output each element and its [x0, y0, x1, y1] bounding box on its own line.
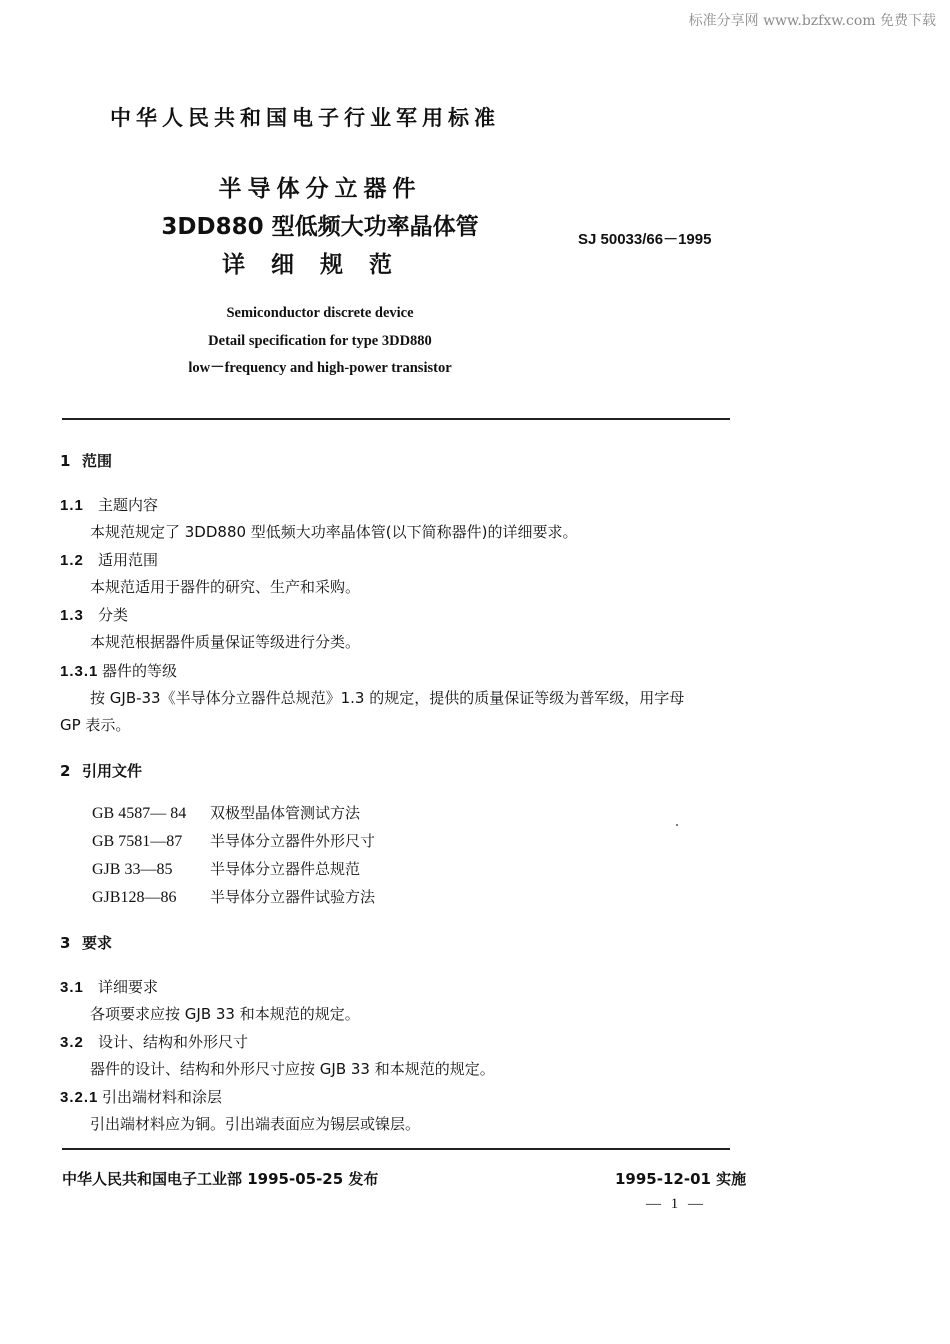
title-line-3: 详细规范: [222, 252, 418, 278]
section-number: 1: [60, 452, 71, 470]
section-1-3-text: 本规范根据器件质量保证等级进行分类。: [90, 633, 361, 651]
scan-speck: [676, 824, 678, 826]
section-title: 引用文件: [82, 762, 143, 780]
reference-title: 半导体分立器件外形尺寸: [210, 832, 376, 850]
section-3-2-1-heading: [60, 1086, 222, 1107]
standard-number: SJ 50033/66－1995: [578, 231, 712, 248]
section-title: 设计、结构和外形尺寸: [98, 1033, 249, 1051]
section-3-1-heading: [60, 976, 158, 997]
reference-code: GB 4587— 84: [92, 805, 187, 822]
section-number: 3.2: [60, 1034, 84, 1051]
section-1-3-1-text-line-1: 按 GJB-33《半导体分立器件总规范》1.3 的规定，提供的质量保证等级为普军级，用字母: [90, 689, 685, 707]
page-number: — 1 —: [646, 1196, 706, 1212]
section-title: 详细要求: [98, 978, 159, 996]
section-3-1-text: 各项要求应按 GJB 33 和本规范的规定。: [90, 1005, 360, 1023]
reference-title: 半导体分立器件总规范: [210, 860, 361, 878]
section-3-heading: [60, 932, 112, 953]
section-number: 1.1: [60, 497, 84, 514]
watermark-text: 标准分享网 www.bzfxw.com 免费下载: [688, 13, 936, 29]
section-number: 1.3.1: [60, 663, 99, 680]
reference-code: GJB128—86: [92, 889, 177, 906]
reference-title: 双极型晶体管测试方法: [210, 804, 361, 822]
section-1-3-1-text-line-2: GP 表示。: [60, 716, 131, 734]
section-1-3-heading: [60, 604, 128, 625]
section-title: 器件的等级: [102, 662, 178, 680]
document-title: [140, 170, 500, 284]
reference-title: 半导体分立器件试验方法: [210, 888, 376, 906]
section-1-1-heading: [60, 494, 158, 515]
section-title: 引出端材料和涂层: [102, 1088, 223, 1106]
reference-code: GJB 33—85: [92, 861, 173, 878]
title-line-2: 3DD880 型低频大功率晶体管: [161, 214, 479, 240]
section-1-1-text: 本规范规定了 3DD880 型低频大功率晶体管(以下简称器件)的详细要求。: [90, 523, 578, 541]
section-3-2-heading: [60, 1031, 248, 1052]
section-title: 要求: [82, 934, 113, 952]
english-title: [150, 300, 490, 383]
section-3-2-text: 器件的设计、结构和外形尺寸应按 GJB 33 和本规范的规定。: [90, 1060, 495, 1078]
section-title: 适用范围: [98, 551, 159, 569]
organization-standard-heading: 中华人民共和国电子行业军用标准: [110, 106, 500, 130]
section-title: 分类: [98, 606, 129, 624]
section-number: 1.3: [60, 607, 84, 624]
section-1-2-text: 本规范适用于器件的研究、生产和采购。: [90, 578, 361, 596]
section-number: 2: [60, 762, 71, 780]
section-number: 3.1: [60, 979, 84, 996]
section-number: 3.2.1: [60, 1089, 99, 1106]
section-1-2-heading: [60, 549, 158, 570]
section-number: 1.2: [60, 552, 84, 569]
section-2-heading: [60, 760, 142, 781]
english-title-line-1: Semiconductor discrete device: [226, 305, 414, 321]
section-3-2-1-text: 引出端材料应为铜。引出端表面应为锡层或镍层。: [90, 1115, 421, 1133]
title-line-1: 半导体分立器件: [218, 176, 422, 202]
reference-item: [92, 858, 360, 879]
reference-item: [92, 886, 375, 907]
section-1-heading: [60, 450, 112, 471]
effective-date: 1995-12-01 实施: [615, 1170, 747, 1188]
section-title: 主题内容: [98, 496, 159, 514]
reference-code: GB 7581—87: [92, 833, 183, 850]
section-number: 3: [60, 934, 71, 952]
header-divider: [62, 418, 730, 420]
reference-item: [92, 830, 375, 851]
section-title: 范围: [82, 452, 113, 470]
issue-statement: 中华人民共和国电子工业部 1995-05-25 发布: [62, 1170, 379, 1188]
footer-divider: [62, 1148, 730, 1150]
english-title-line-3: low－frequency and high-power transistor: [188, 360, 452, 376]
english-title-line-2: Detail specification for type 3DD880: [208, 332, 432, 349]
reference-item: [92, 802, 360, 823]
section-1-3-1-heading: [60, 660, 177, 681]
